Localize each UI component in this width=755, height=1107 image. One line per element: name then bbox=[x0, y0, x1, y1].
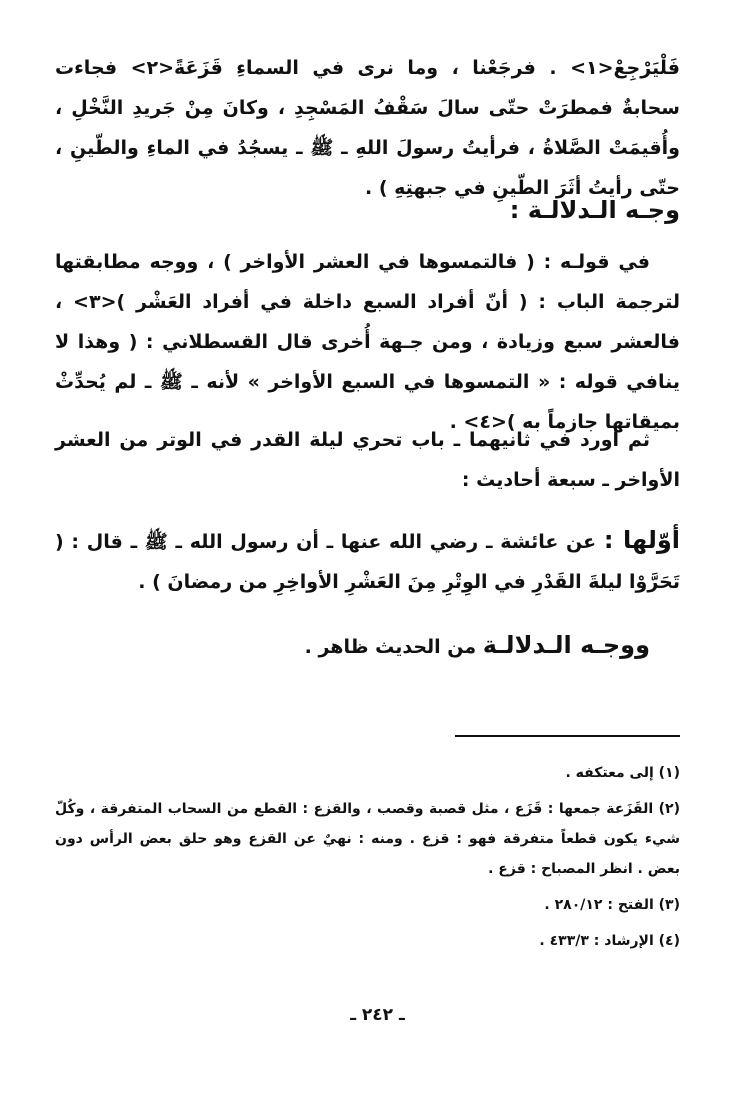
footnote-divider bbox=[455, 735, 680, 737]
first-hadith-text: عن عائشة ـ رضي الله عنها ـ أن رسول الله ـ ﷺ ـ قال : ( تَحَرَّوْا ليلةَ القَدْرِ في الوِتْرِ مِنَ العَشْرِ الأواخِرِ من رمضانَ ) . bbox=[55, 531, 680, 593]
second-heading-rest: من الحديث ظاهر . bbox=[304, 636, 477, 658]
chapter-intro-paragraph bbox=[55, 420, 680, 500]
first-hadith-paragraph bbox=[55, 520, 680, 602]
footnote-number: (١) bbox=[658, 765, 680, 781]
footnote-item bbox=[55, 758, 680, 788]
evidence-paragraph bbox=[55, 242, 680, 442]
footnote-item bbox=[55, 794, 680, 884]
footnote-number: (٣) bbox=[658, 897, 680, 913]
footnote-text: الفتح : ٢٨٠/١٢ . bbox=[544, 897, 654, 913]
footnotes-section bbox=[55, 758, 680, 962]
footnote-text: إلى معتكفه . bbox=[565, 765, 654, 781]
footnote-text: الإرشاد : ٤٣٣/٣ . bbox=[539, 933, 654, 949]
footnote-number: (٢) bbox=[658, 801, 680, 817]
footnote-item bbox=[55, 890, 680, 920]
paragraph-text: في قولـه : ( فالتمسوها في العشر الأواخر ) ، ووجه مطابقتها لترجمة الباب : ( أنّ أفراد السبع داخلة في أفراد العَشْر )<٣> ، فالعشر سبع وزيادة ، ومن جـهة أُخرى قال القسطلاني : ( وهذا لا ينافي قوله : « التمسوها في السبع الأواخر » لأنه ـ ﷺ ـ لم يُحدِّثْ بميقاتها جازماً به )<٤> . bbox=[55, 251, 680, 433]
second-heading-label: ووجـه الـدلالـة bbox=[482, 631, 650, 659]
section-heading-evidence bbox=[55, 190, 680, 230]
paragraph-text: فَلْيَرْجِعْ<١> . فرجَعْنا ، وما نرى في السماءِ قَزَعَةً<٢> فجاءت سحابةٌ فمطرَتْ حتّى سالَ سَقْفُ المَسْجِدِ ، وكانَ مِنْ جَريدِ النَّخْلِ ، وأُقيمَتْ الصَّلاةُ ، فرأيتُ رسولَ اللهِ ـ ﷺ ـ يسجُدُ في الماءِ والطّينِ ، حتّى رأيتُ أثَرَ الطّينِ في جبهتِهِ ) . bbox=[55, 57, 680, 199]
footnote-number: (٤) bbox=[658, 933, 680, 949]
hadith-continuation-paragraph bbox=[55, 48, 680, 208]
page-number: ـ ٢٤٢ ـ bbox=[350, 1005, 405, 1025]
second-evidence-paragraph bbox=[55, 625, 680, 667]
footnote-text: القَزَعة جمعها : قَزَع ، مثل قصبة وقصب ، والقزع : القطع من السحاب المتفرقة ، وكُلّ شيء يكون قطعاً متفرقة فهو : قزع . ومنه : نهيٌ عن القزع وهو حلق بعض الرأس دون بعض . انظر المصباح : قزع . bbox=[55, 801, 680, 877]
first-hadith-label: أوّلها : bbox=[603, 526, 680, 554]
paragraph-text: ثم أورد في ثانيهما ـ باب تحري ليلة القدر في الوتر من العشر الأواخر ـ سبعة أحاديث : bbox=[55, 429, 680, 491]
footnote-item bbox=[55, 926, 680, 956]
heading-text: وجـه الـدلالـة : bbox=[509, 196, 680, 224]
